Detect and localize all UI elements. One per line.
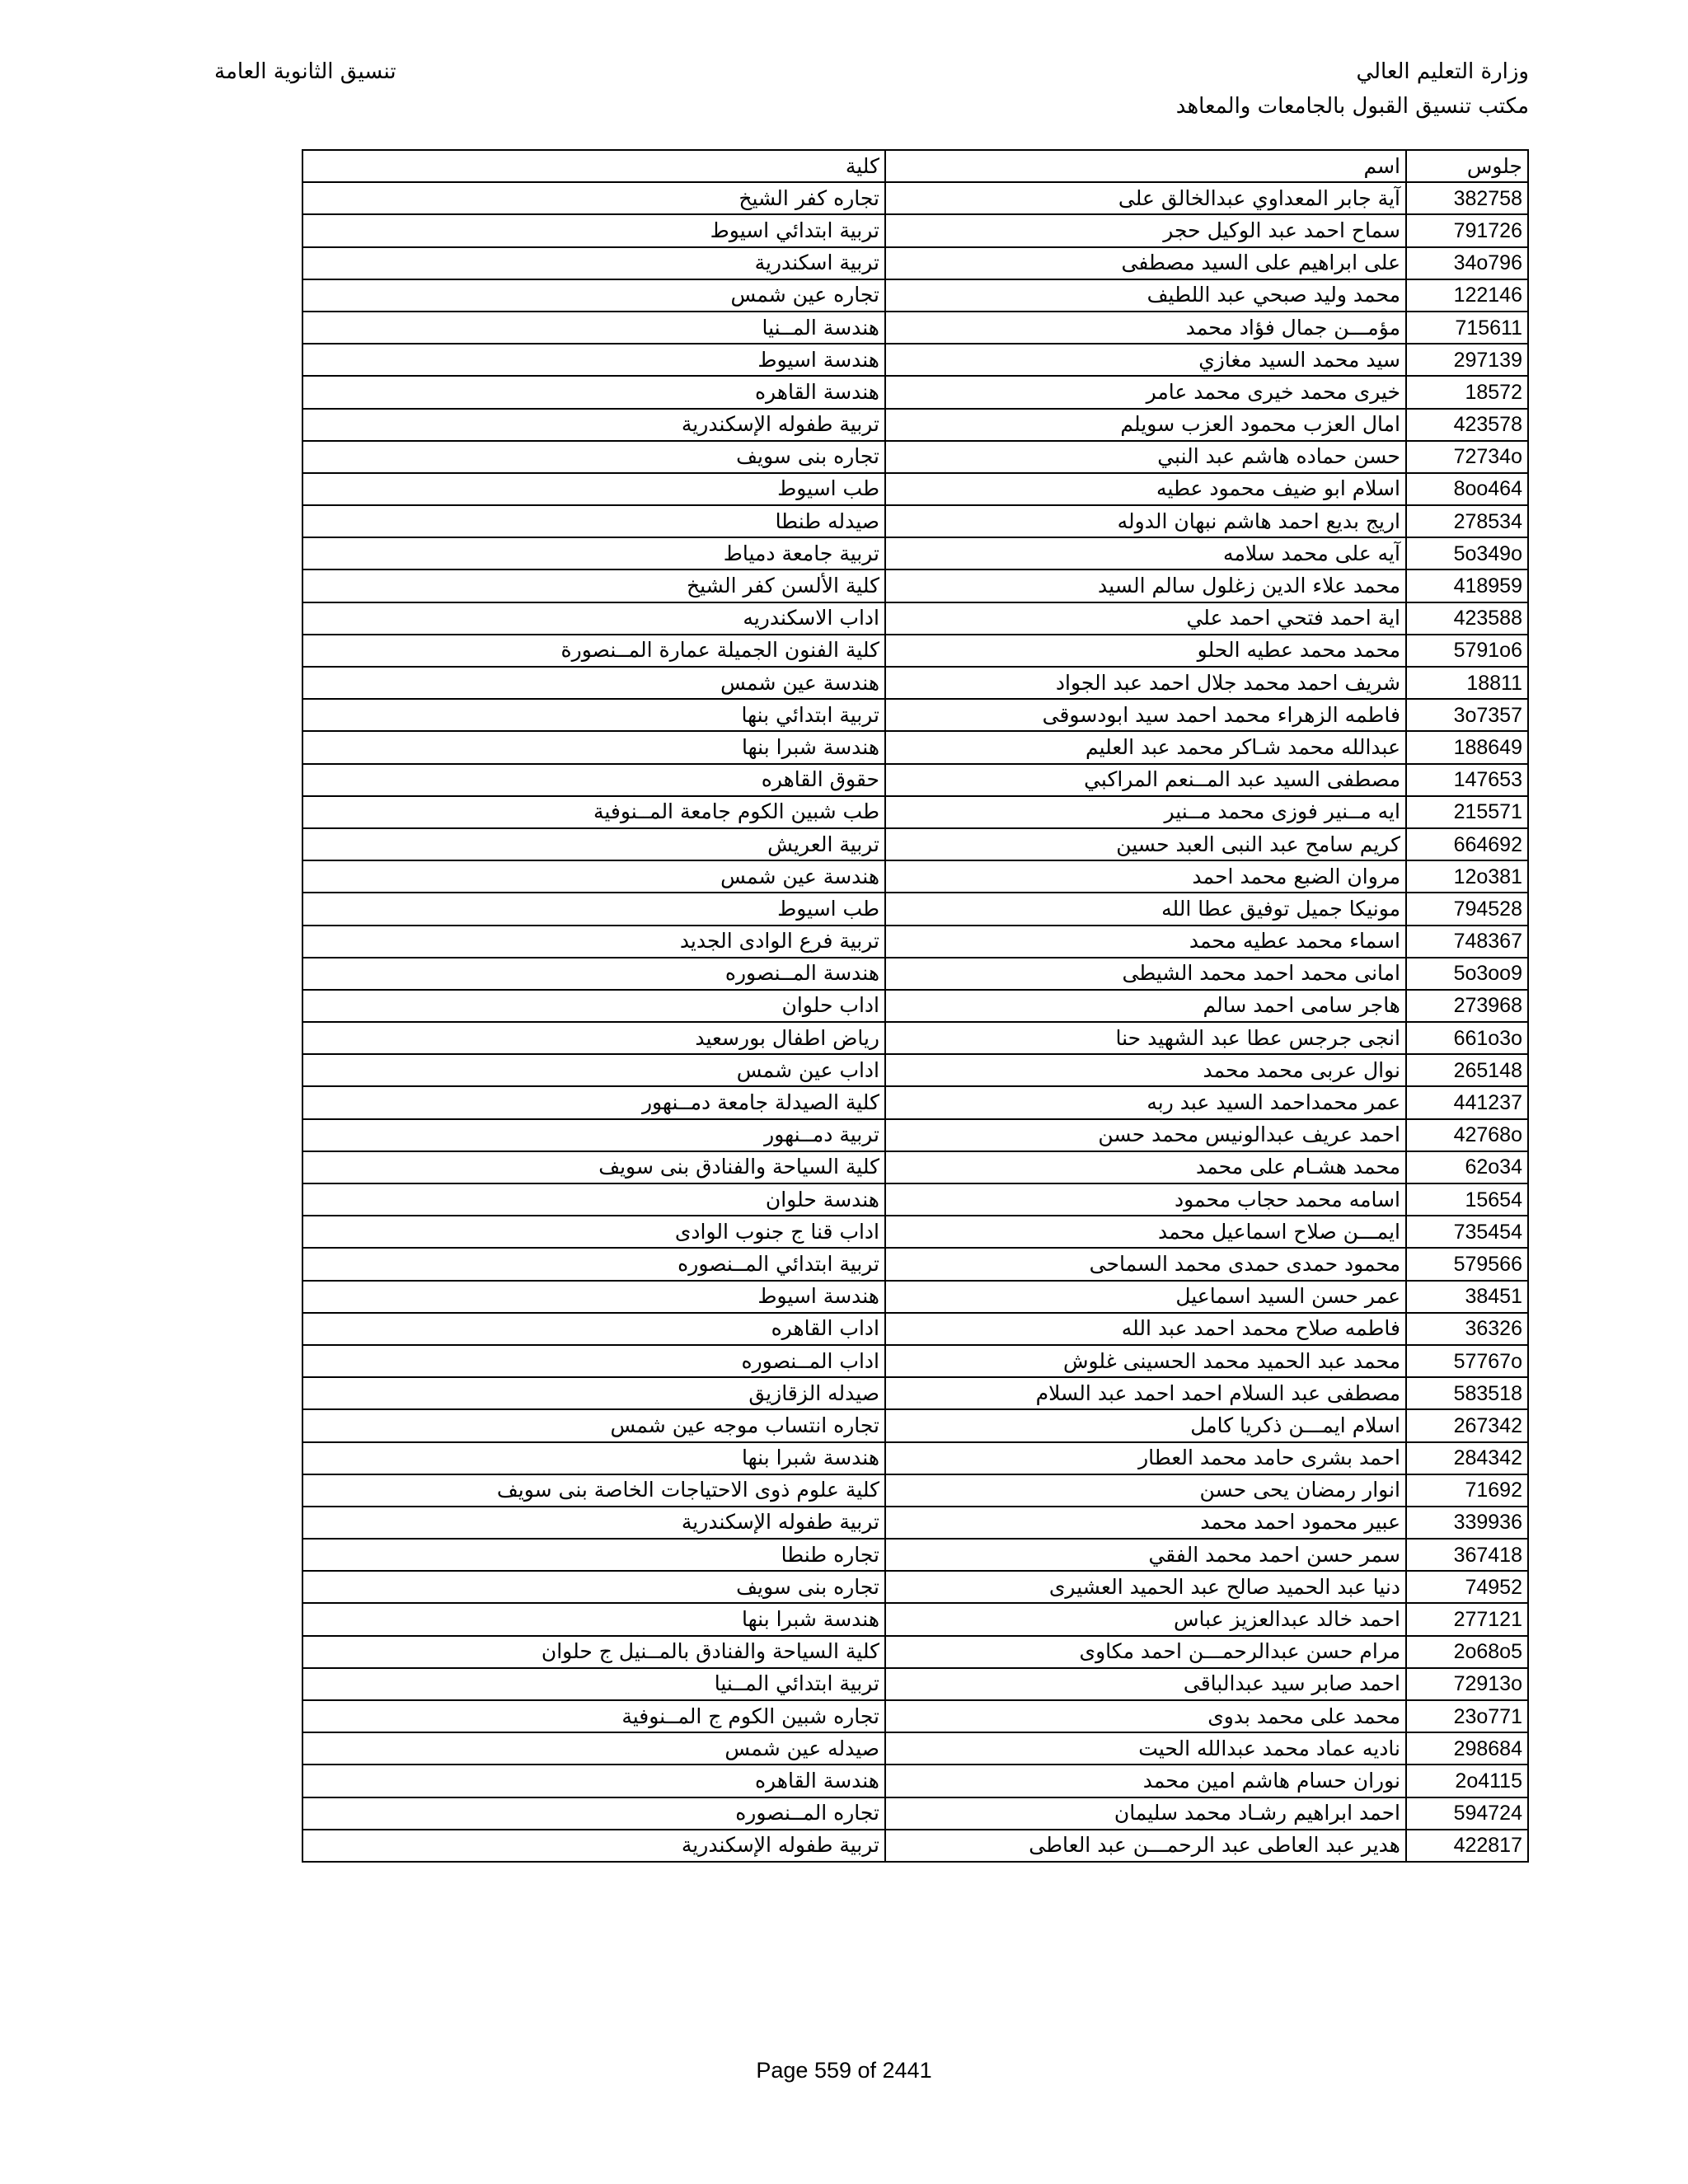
table-row <box>302 926 1528 958</box>
student-name-cell: اسماء محمد عطيه محمد <box>885 926 1406 958</box>
faculty-cell: تجاره بنى سويف <box>302 1571 885 1603</box>
table-row <box>302 1700 1528 1732</box>
table-row <box>302 990 1528 1022</box>
seat-number-cell: 661o3o <box>1406 1022 1528 1054</box>
seat-number-cell: 122146 <box>1406 279 1528 312</box>
faculty-cell: هندسة حلوان <box>302 1183 885 1216</box>
student-name-cell: محمد عبد الحميد محمد الحسينى غلوش <box>885 1345 1406 1377</box>
table-row <box>302 182 1528 214</box>
table-row <box>302 796 1528 828</box>
student-name-cell: سيد محمد السيد مغازي <box>885 344 1406 376</box>
table-row <box>302 247 1528 279</box>
table-row <box>302 1216 1528 1248</box>
seat-number-cell: 2o4115 <box>1406 1765 1528 1797</box>
admissions-table <box>302 149 1529 1863</box>
table-row <box>302 537 1528 569</box>
student-name-cell: محمود حمدى حمدى محمد السماحى <box>885 1248 1406 1280</box>
seat-number-cell: 42768o <box>1406 1119 1528 1151</box>
seat-number-cell: 15654 <box>1406 1183 1528 1216</box>
seat-number-cell: 72913o <box>1406 1668 1528 1700</box>
faculty-cell: كلية السياحة والفنادق بنى سويف <box>302 1151 885 1183</box>
column-header-name: اسم <box>885 150 1406 182</box>
ministry-title: وزارة التعليم العالي <box>1356 59 1529 84</box>
faculty-cell: تربية طفوله الإسكندرية <box>302 1830 885 1862</box>
student-name-cell: شريف احمد محمد جلال احمد عبد الجواد <box>885 667 1406 699</box>
column-header-seat: جلوس <box>1406 150 1528 182</box>
seat-number-cell: 265148 <box>1406 1054 1528 1086</box>
table-row <box>302 764 1528 796</box>
faculty-cell: تجاره شبين الكوم ج المــنوفية <box>302 1700 885 1732</box>
seat-number-cell: 583518 <box>1406 1377 1528 1409</box>
faculty-cell: هندسة عين شمس <box>302 667 885 699</box>
student-name-cell: احمد خالد عبدالعزيز عباس <box>885 1603 1406 1635</box>
seat-number-cell: 791726 <box>1406 214 1528 246</box>
student-name-cell: ايه مــنير فوزى محمد مــنير <box>885 796 1406 828</box>
student-name-cell: سماح احمد عبد الوكيل حجر <box>885 214 1406 246</box>
student-name-cell: ايمـــن صلاح اسماعيل محمد <box>885 1216 1406 1248</box>
faculty-cell: صيدله الزقازيق <box>302 1377 885 1409</box>
table-row <box>302 1345 1528 1377</box>
faculty-cell: تربية دمــنهور <box>302 1119 885 1151</box>
table-row <box>302 958 1528 990</box>
faculty-cell: تربية ابتدائي بنها <box>302 699 885 731</box>
seat-number-cell: 74952 <box>1406 1571 1528 1603</box>
faculty-cell: كلية الفنون الجميلة عمارة المــنصورة <box>302 635 885 667</box>
faculty-cell: اداب الاسكندريه <box>302 602 885 635</box>
faculty-cell: صيدله عين شمس <box>302 1732 885 1765</box>
table-row <box>302 1830 1528 1862</box>
seat-number-cell: 5791o6 <box>1406 635 1528 667</box>
student-name-cell: كريم سامح عبد النبى العبد حسين <box>885 828 1406 860</box>
seat-number-cell: 188649 <box>1406 731 1528 763</box>
faculty-cell: هندسة شبرا بنها <box>302 1603 885 1635</box>
table-row <box>302 1183 1528 1216</box>
faculty-cell: تربية اسكندرية <box>302 247 885 279</box>
seat-number-cell: 664692 <box>1406 828 1528 860</box>
faculty-cell: تربية طفوله الإسكندرية <box>302 1507 885 1539</box>
seat-number-cell: 38451 <box>1406 1281 1528 1313</box>
table-row <box>302 1539 1528 1571</box>
student-name-cell: مرام حسن عبدالرحمـــن احمد مكاوى <box>885 1636 1406 1668</box>
faculty-cell: صيدله طنطا <box>302 505 885 537</box>
coordination-title: تنسيق الثانوية العامة <box>214 59 396 84</box>
table-header-row <box>302 150 1528 182</box>
seat-number-cell: 57767o <box>1406 1345 1528 1377</box>
seat-number-cell: 382758 <box>1406 182 1528 214</box>
seat-number-cell: 18572 <box>1406 376 1528 408</box>
seat-number-cell: 215571 <box>1406 796 1528 828</box>
faculty-cell: هندسة المــنصوره <box>302 958 885 990</box>
table-row <box>302 1281 1528 1313</box>
seat-number-cell: 579566 <box>1406 1248 1528 1280</box>
student-name-cell: نوران حسام هاشم امين محمد <box>885 1765 1406 1797</box>
seat-number-cell: 71692 <box>1406 1474 1528 1507</box>
seat-number-cell: 2o68o5 <box>1406 1636 1528 1668</box>
faculty-cell: تربية العريش <box>302 828 885 860</box>
student-name-cell: آية جابر المعداوي عبدالخالق على <box>885 182 1406 214</box>
seat-number-cell: 5o3oo9 <box>1406 958 1528 990</box>
table-row <box>302 344 1528 376</box>
seat-number-cell: 23o771 <box>1406 1700 1528 1732</box>
table-row <box>302 1248 1528 1280</box>
column-header-faculty: كلية <box>302 150 885 182</box>
student-name-cell: احمد صابر سيد عبدالباقى <box>885 1668 1406 1700</box>
table-row <box>302 1474 1528 1507</box>
table-row <box>302 635 1528 667</box>
table-row <box>302 1022 1528 1054</box>
seat-number-cell: 147653 <box>1406 764 1528 796</box>
faculty-cell: كلية الألسن كفر الشيخ <box>302 569 885 602</box>
student-name-cell: امانى محمد احمد محمد الشيطى <box>885 958 1406 990</box>
faculty-cell: رياض اطفال بورسعيد <box>302 1022 885 1054</box>
student-name-cell: اريج بديع احمد هاشم نبهان الدوله <box>885 505 1406 537</box>
student-name-cell: نوال عربى محمد محمد <box>885 1054 1406 1086</box>
seat-number-cell: 297139 <box>1406 344 1528 376</box>
seat-number-cell: 298684 <box>1406 1732 1528 1765</box>
table-row <box>302 1119 1528 1151</box>
faculty-cell: تجاره المــنصوره <box>302 1797 885 1830</box>
student-name-cell: سمر حسن احمد محمد الفقي <box>885 1539 1406 1571</box>
student-name-cell: مصطفى عبد السلام احمد احمد عبد السلام <box>885 1377 1406 1409</box>
faculty-cell: طب شبين الكوم جامعة المــنوفية <box>302 796 885 828</box>
faculty-cell: كلية السياحة والفنادق بالمــنيل ج حلوان <box>302 1636 885 1668</box>
student-name-cell: فاطمه الزهراء محمد احمد سيد ابودسوقى <box>885 699 1406 731</box>
faculty-cell: هندسة القاهره <box>302 1765 885 1797</box>
table-row <box>302 1603 1528 1635</box>
table-row <box>302 602 1528 635</box>
student-name-cell: محمد على محمد بدوى <box>885 1700 1406 1732</box>
seat-number-cell: 62o34 <box>1406 1151 1528 1183</box>
table-row <box>302 860 1528 893</box>
faculty-cell: هندسة شبرا بنها <box>302 731 885 763</box>
table-row <box>302 1765 1528 1797</box>
student-name-cell: حسن حماده هاشم عبد النبي <box>885 441 1406 473</box>
seat-number-cell: 367418 <box>1406 1539 1528 1571</box>
faculty-cell: تربية ابتدائي اسيوط <box>302 214 885 246</box>
table-row <box>302 1732 1528 1765</box>
faculty-cell: تجاره كفر الشيخ <box>302 182 885 214</box>
seat-number-cell: 34o796 <box>1406 247 1528 279</box>
seat-number-cell: 72734o <box>1406 441 1528 473</box>
seat-number-cell: 3o7357 <box>1406 699 1528 731</box>
student-name-cell: محمد هشـام على محمد <box>885 1151 1406 1183</box>
seat-number-cell: 18811 <box>1406 667 1528 699</box>
table-row <box>302 473 1528 505</box>
faculty-cell: تجاره عين شمس <box>302 279 885 312</box>
student-name-cell: امال العزب محمود العزب سويلم <box>885 409 1406 441</box>
table-row <box>302 1151 1528 1183</box>
table-row <box>302 1797 1528 1830</box>
table-row <box>302 441 1528 473</box>
faculty-cell: هندسة اسيوط <box>302 344 885 376</box>
student-name-cell: هدير عبد العاطى عبد الرحمـــن عبد العاطى <box>885 1830 1406 1862</box>
student-name-cell: احمد بشرى حامد محمد العطار <box>885 1442 1406 1474</box>
table-row <box>302 1086 1528 1118</box>
seat-number-cell: 423588 <box>1406 602 1528 635</box>
student-name-cell: احمد عريف عبدالونيس محمد حسن <box>885 1119 1406 1151</box>
student-name-cell: هاجر سامى احمد سالم <box>885 990 1406 1022</box>
student-name-cell: محمد محمد عطيه الحلو <box>885 635 1406 667</box>
faculty-cell: طب اسيوط <box>302 893 885 925</box>
student-name-cell: دنيا عبد الحميد صالح عبد الحميد العشيرى <box>885 1571 1406 1603</box>
table-row <box>302 731 1528 763</box>
table-row <box>302 1507 1528 1539</box>
student-name-cell: ناديه عماد محمد عبدالله الحيت <box>885 1732 1406 1765</box>
table-row <box>302 409 1528 441</box>
student-name-cell: محمد وليد صبحي عبد اللطيف <box>885 279 1406 312</box>
seat-number-cell: 8oo464 <box>1406 473 1528 505</box>
faculty-cell: تربية جامعة دمياط <box>302 537 885 569</box>
seat-number-cell: 794528 <box>1406 893 1528 925</box>
student-name-cell: انوار رمضان يحى حسن <box>885 1474 1406 1507</box>
table-row <box>302 569 1528 602</box>
faculty-cell: حقوق القاهره <box>302 764 885 796</box>
student-name-cell: اسلام ابو ضيف محمود عطيه <box>885 473 1406 505</box>
seat-number-cell: 5o349o <box>1406 537 1528 569</box>
table-row <box>302 1668 1528 1700</box>
table-row <box>302 1313 1528 1345</box>
student-name-cell: عمر محمداحمد السيد عبد ربه <box>885 1086 1406 1118</box>
seat-number-cell: 422817 <box>1406 1830 1528 1862</box>
page-number: Page 559 of 2441 <box>756 2058 932 2083</box>
faculty-cell: هندسة القاهره <box>302 376 885 408</box>
seat-number-cell: 423578 <box>1406 409 1528 441</box>
seat-number-cell: 735454 <box>1406 1216 1528 1248</box>
table-row <box>302 1571 1528 1603</box>
seat-number-cell: 278534 <box>1406 505 1528 537</box>
student-name-cell: اسلام ايمـــن ذكريا كامل <box>885 1409 1406 1441</box>
faculty-cell: تربية ابتدائي المــنصوره <box>302 1248 885 1280</box>
faculty-cell: كلية الصيدلة جامعة دمــنهور <box>302 1086 885 1118</box>
student-name-cell: مصطفى السيد عبد المــنعم المراكبي <box>885 764 1406 796</box>
faculty-cell: تجاره انتساب موجه عين شمس <box>302 1409 885 1441</box>
seat-number-cell: 267342 <box>1406 1409 1528 1441</box>
student-name-cell: محمد علاء الدين زغلول سالم السيد <box>885 569 1406 602</box>
seat-number-cell: 36326 <box>1406 1313 1528 1345</box>
table-row <box>302 1442 1528 1474</box>
student-name-cell: انجى جرجس عطا عبد الشهيد حنا <box>885 1022 1406 1054</box>
table-row <box>302 1636 1528 1668</box>
faculty-cell: هندسة عين شمس <box>302 860 885 893</box>
student-name-cell: على ابراهيم على السيد مصطفى <box>885 247 1406 279</box>
seat-number-cell: 594724 <box>1406 1797 1528 1830</box>
faculty-cell: تربية طفوله الإسكندرية <box>302 409 885 441</box>
table-row <box>302 279 1528 312</box>
student-name-cell: مروان الضبع محمد احمد <box>885 860 1406 893</box>
table-row <box>302 828 1528 860</box>
student-name-cell: اسامه محمد حجاب محمود <box>885 1183 1406 1216</box>
faculty-cell: تجاره طنطا <box>302 1539 885 1571</box>
faculty-cell: تربية فرع الوادى الجديد <box>302 926 885 958</box>
faculty-cell: اداب المــنصوره <box>302 1345 885 1377</box>
faculty-cell: طب اسيوط <box>302 473 885 505</box>
faculty-cell: اداب القاهره <box>302 1313 885 1345</box>
table-row <box>302 893 1528 925</box>
faculty-cell: هندسة اسيوط <box>302 1281 885 1313</box>
student-name-cell: آيه على محمد سلامه <box>885 537 1406 569</box>
student-name-cell: خيرى محمد خيرى محمد عامر <box>885 376 1406 408</box>
table-row <box>302 1054 1528 1086</box>
faculty-cell: اداب حلوان <box>302 990 885 1022</box>
student-name-cell: مونيكا جميل توفيق عطا الله <box>885 893 1406 925</box>
table-row <box>302 1409 1528 1441</box>
student-name-cell: عبير محمود احمد محمد <box>885 1507 1406 1539</box>
faculty-cell: تجاره بنى سويف <box>302 441 885 473</box>
seat-number-cell: 715611 <box>1406 312 1528 344</box>
student-name-cell: عمر حسن السيد اسماعيل <box>885 1281 1406 1313</box>
seat-number-cell: 273968 <box>1406 990 1528 1022</box>
seat-number-cell: 441237 <box>1406 1086 1528 1118</box>
faculty-cell: هندسة شبرا بنها <box>302 1442 885 1474</box>
seat-number-cell: 284342 <box>1406 1442 1528 1474</box>
table-row <box>302 699 1528 731</box>
faculty-cell: كلية علوم ذوى الاحتياجات الخاصة بنى سويف <box>302 1474 885 1507</box>
table-row <box>302 1377 1528 1409</box>
faculty-cell: اداب عين شمس <box>302 1054 885 1086</box>
seat-number-cell: 339936 <box>1406 1507 1528 1539</box>
seat-number-cell: 748367 <box>1406 926 1528 958</box>
office-title: مكتب تنسيق القبول بالجامعات والمعاهد <box>1175 94 1529 119</box>
student-name-cell: احمد ابراهيم رشـاد محمد سليمان <box>885 1797 1406 1830</box>
seat-number-cell: 418959 <box>1406 569 1528 602</box>
table-row <box>302 312 1528 344</box>
table-row <box>302 505 1528 537</box>
table-row <box>302 214 1528 246</box>
seat-number-cell: 12o381 <box>1406 860 1528 893</box>
student-name-cell: عبدالله محمد شـاكر محمد عبد العليم <box>885 731 1406 763</box>
faculty-cell: تربية ابتدائي المــنيا <box>302 1668 885 1700</box>
student-name-cell: مؤمـــن جمال فؤاد محمد <box>885 312 1406 344</box>
student-name-cell: فاطمه صلاح محمد احمد عبد الله <box>885 1313 1406 1345</box>
table-row <box>302 376 1528 408</box>
seat-number-cell: 277121 <box>1406 1603 1528 1635</box>
table-row <box>302 667 1528 699</box>
student-name-cell: اية احمد فتحي احمد علي <box>885 602 1406 635</box>
faculty-cell: هندسة المــنيا <box>302 312 885 344</box>
faculty-cell: اداب قنا ج جنوب الوادى <box>302 1216 885 1248</box>
